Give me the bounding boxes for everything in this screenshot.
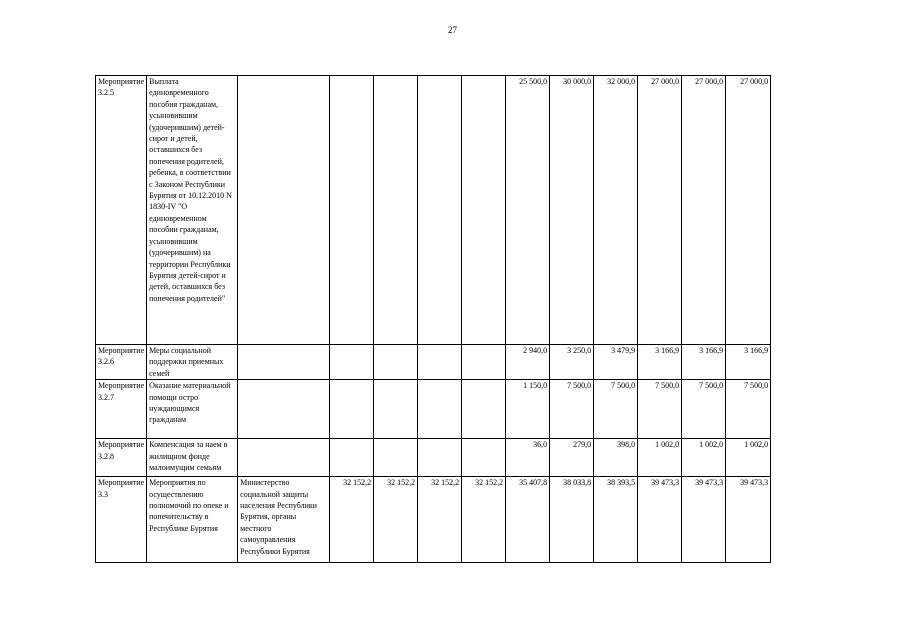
- measure-code: Мероприятие 3.2.6: [96, 345, 147, 380]
- measure-name: Оказание материальной помощи остро нуждающимся гражданам: [147, 380, 238, 439]
- value-cell: [462, 439, 506, 477]
- value-cell: 39 473,3: [682, 477, 726, 563]
- value-cell: [462, 76, 506, 345]
- value-cell: [330, 345, 374, 380]
- value-cell: 27 000,0: [682, 76, 726, 345]
- value-cell: [462, 345, 506, 380]
- value-cell: 3 250,0: [550, 345, 594, 380]
- value-cell: [374, 76, 418, 345]
- value-cell: 7 500,0: [594, 380, 638, 439]
- value-cell: 32 000,0: [594, 76, 638, 345]
- value-cell: 3 166,9: [682, 345, 726, 380]
- value-cell: 36,0: [506, 439, 550, 477]
- measure-name: Меры социальной поддержки приемных семей: [147, 345, 238, 380]
- value-cell: 32 152,2: [462, 477, 506, 563]
- page-number: 27: [448, 25, 457, 35]
- value-cell: [330, 439, 374, 477]
- value-cell: [418, 439, 462, 477]
- measure-executor: [238, 76, 330, 345]
- measure-executor: [238, 380, 330, 439]
- value-cell: 1 002,0: [726, 439, 771, 477]
- value-cell: 7 500,0: [682, 380, 726, 439]
- value-cell: 25 500,0: [506, 76, 550, 345]
- table-row: [96, 380, 771, 439]
- value-cell: 35 407,8: [506, 477, 550, 563]
- value-cell: 398,0: [594, 439, 638, 477]
- value-cell: 3 479,9: [594, 345, 638, 380]
- value-cell: 3 166,9: [638, 345, 682, 380]
- measure-executor: [238, 439, 330, 477]
- measure-name: Выплата единовременного пособия гражданам, усыновившим (удочерившим) детей-сирот и детей, оставшихся без попечения родителей, ребенка, в соответствии с Законом Республики Бурятия от 10.12.2010 N 1830-IV "О единовременном пособии гражданам, усыновившим (удочерившим) на территории Республики Бурятия детей-сирот и детей, оставшихся без попечения родителей": [147, 76, 238, 345]
- measure-name: Компенсация за наем в жилищном фонде малоимущим семьям: [147, 439, 238, 477]
- value-cell: 279,0: [550, 439, 594, 477]
- value-cell: 32 152,2: [330, 477, 374, 563]
- value-cell: [330, 380, 374, 439]
- measure-executor: Министерство социальной защиты населения Республики Бурятия, органы местного самоуправления Республики Бурятия: [238, 477, 330, 563]
- program-table: [95, 75, 771, 563]
- measure-code: Мероприятие 3.2.8: [96, 439, 147, 477]
- value-cell: [330, 76, 374, 345]
- table-row: [96, 439, 771, 477]
- table-row: [96, 76, 771, 345]
- value-cell: 2 940,0: [506, 345, 550, 380]
- measure-code: Мероприятие 3.2.5: [96, 76, 147, 345]
- value-cell: 7 500,0: [550, 380, 594, 439]
- measure-code: Мероприятие 3.3: [96, 477, 147, 563]
- value-cell: [418, 76, 462, 345]
- value-cell: 30 000,0: [550, 76, 594, 345]
- value-cell: 39 473,3: [638, 477, 682, 563]
- value-cell: 32 152,2: [418, 477, 462, 563]
- value-cell: 1 002,0: [682, 439, 726, 477]
- table-row: [96, 345, 771, 380]
- value-cell: 1 150,0: [506, 380, 550, 439]
- measure-name: Мероприятия по осуществлению полномочий по опеке и попечительству в Республике Бурятия: [147, 477, 238, 563]
- value-cell: 27 000,0: [638, 76, 682, 345]
- value-cell: 38 393,5: [594, 477, 638, 563]
- value-cell: 39 473,3: [726, 477, 771, 563]
- value-cell: [374, 345, 418, 380]
- value-cell: [374, 439, 418, 477]
- value-cell: 27 000,0: [726, 76, 771, 345]
- value-cell: [418, 380, 462, 439]
- value-cell: [418, 345, 462, 380]
- value-cell: 38 033,8: [550, 477, 594, 563]
- measure-executor: [238, 345, 330, 380]
- value-cell: 32 152,2: [374, 477, 418, 563]
- measure-code: Мероприятие 3.2.7: [96, 380, 147, 439]
- value-cell: 3 166,9: [726, 345, 771, 380]
- value-cell: [462, 380, 506, 439]
- value-cell: 7 500,0: [638, 380, 682, 439]
- value-cell: 1 002,0: [638, 439, 682, 477]
- value-cell: [374, 380, 418, 439]
- value-cell: 7 500,0: [726, 380, 771, 439]
- table-row: [96, 477, 771, 563]
